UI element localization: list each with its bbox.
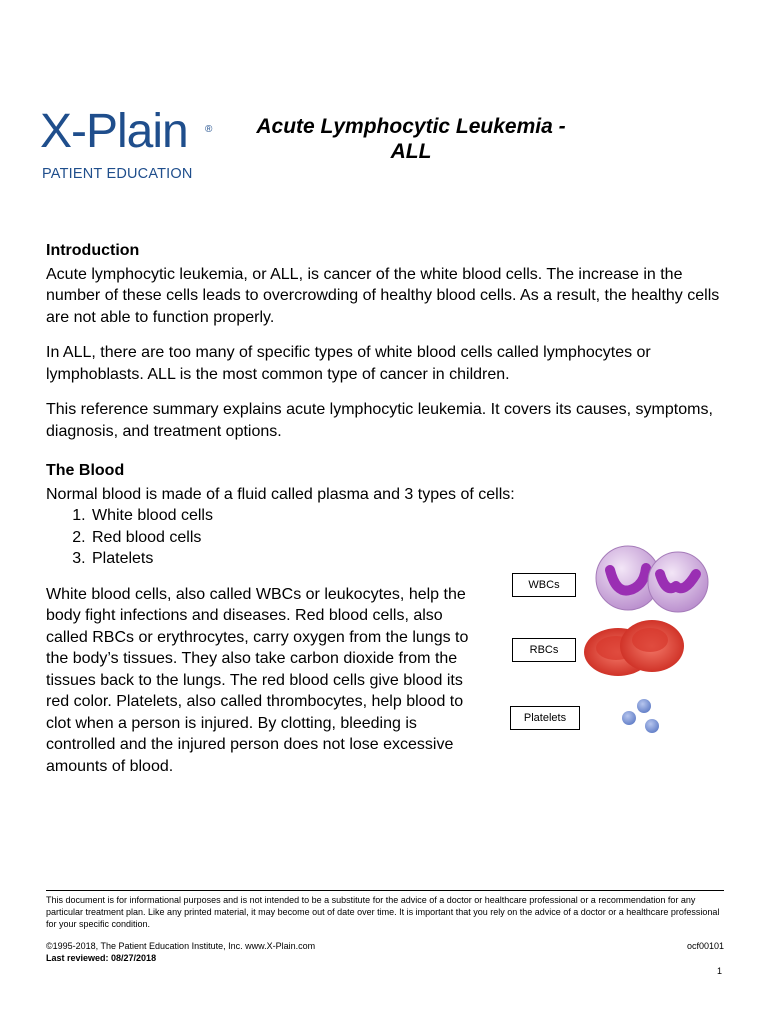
introduction-heading: Introduction <box>46 242 140 259</box>
registered-mark: ® <box>205 124 213 135</box>
logo-tagline: PATIENT EDUCATION <box>42 166 193 182</box>
intro-paragraph-3: This reference summary explains acute lymphocytic leukemia. It covers its causes, symptoms, diagnosis, and treatment options. <box>46 401 713 440</box>
intro-paragraph-2: In ALL, there are too many of specific types of white blood cells called lymphocytes or lymphoblasts. ALL is the most common type of cancer in children. <box>46 344 651 383</box>
title-line-2: ALL <box>390 140 432 163</box>
platelet-2 <box>622 711 636 725</box>
disclaimer-text: This document is for informational purposes and is not intended to be a substitute for the advice of a doctor or healthcare professional or a recommendation for any particular treatment plan. Like any printed material, it may become out of date over time. It is important that you rely on the advice of a doctor or a healthcare professional for your specific condition. <box>46 895 720 929</box>
blood-paragraph: White blood cells, also called WBCs or leukocytes, help the body fight infections and diseases. Red blood cells, also called RBCs or erythrocytes, carry oxygen from the lungs to the body’s tissues. They also take carbon dioxide from the tissues back to the lungs. The red blood cells give blood its red color. Platelets, also called thrombocytes, help blood to clot when a person is injured. By clotting, bleeding is controlled and the injured person does not lose excessive amounts of blood. <box>46 585 469 775</box>
platelets-label: Platelets <box>510 706 580 730</box>
list-item: 1. White blood cells <box>90 505 726 527</box>
document-title <box>226 114 596 164</box>
list-item: 2. Red blood cells <box>90 527 726 549</box>
rbc-label: RBCs <box>512 638 576 662</box>
blood-cells-figure <box>506 542 736 742</box>
copyright-text: ©1995-2018, The Patient Education Institute, Inc. www.X-Plain.com <box>46 941 316 951</box>
xplain-logo <box>40 104 220 186</box>
wbc-label: WBCs <box>512 573 576 597</box>
list-item: 3. Platelets <box>90 548 726 570</box>
blood-cells-illustration <box>506 542 736 742</box>
page-footer <box>46 890 724 964</box>
wbc-cell-2 <box>648 552 708 612</box>
blood-intro: Normal blood is made of a fluid called plasma and 3 types of cells: <box>46 485 515 503</box>
footer-row <box>46 940 724 952</box>
rbc-cell-2 <box>620 620 684 672</box>
blood-heading: The Blood <box>46 462 125 479</box>
page-number: 1 <box>716 966 722 976</box>
platelet-3 <box>645 719 659 733</box>
platelet-1 <box>637 699 651 713</box>
title-line-1: Acute Lymphocytic Leukemia - <box>256 115 566 138</box>
logo-wordmark: X-Plain <box>40 105 188 158</box>
last-reviewed: Last reviewed: 08/27/2018 <box>46 953 157 963</box>
intro-paragraph-1: Acute lymphocytic leukemia, or ALL, is cancer of the white blood cells. The increase in the number of these cells leads to overcrowding of healthy blood cells. As a result, the healthy cells are not able to function properly. <box>46 265 720 326</box>
document-code: ocf00101 <box>686 941 724 951</box>
